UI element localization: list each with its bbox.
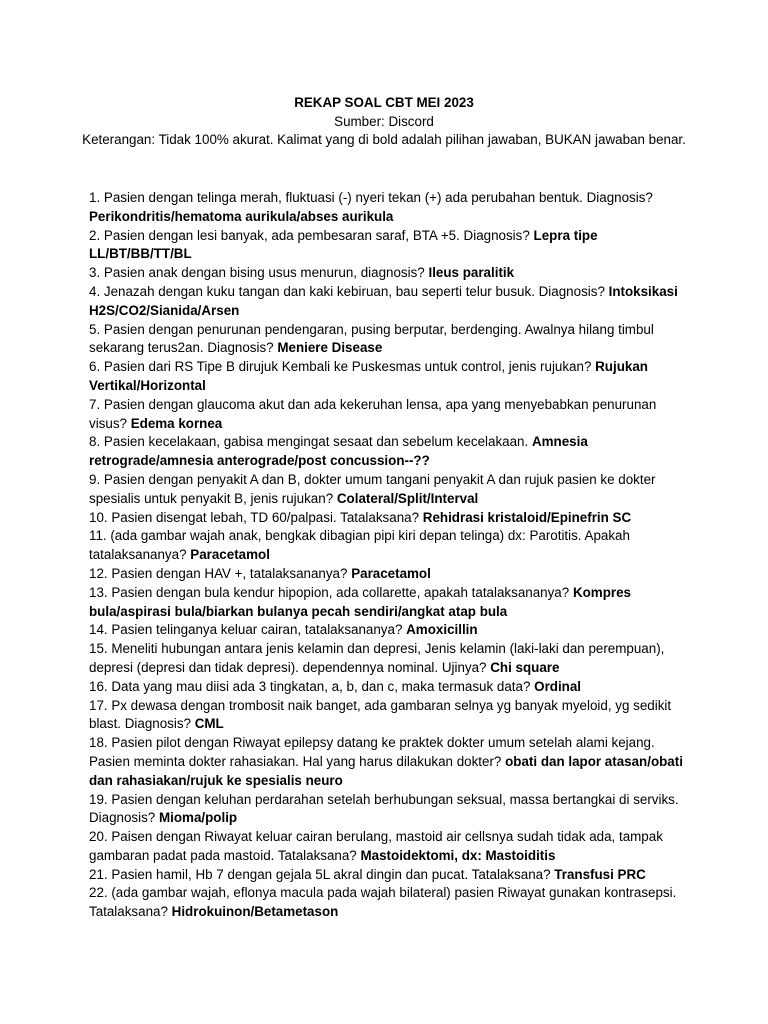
question-item (89, 565, 689, 584)
question-text: 8. Pasien kecelakaan, gabisa mengingat sesaat dan sebelum kecelakaan. (89, 434, 529, 450)
answer-options: obati dan lapor atasan/obati dan rahasiakan/rujuk ke spesialis neuro (89, 753, 683, 788)
answer-options: Chi square (490, 659, 560, 675)
question-text: 19. Pasien dengan keluhan perdarahan setelah berhubungan seksual, massa bertangkai di serviks. Diagnosis? (89, 791, 679, 826)
answer-options: Amnesia retrograde/amnesia anterograde/post concussion--?? (89, 434, 588, 469)
answer-options: Ileus paralitik (428, 265, 515, 281)
answer-options: Mioma/polip (158, 810, 238, 826)
question-text: 4. Jenazah dengan kuku tangan dan kaki kebiruan, bau seperti telur busuk. Diagnosis? (89, 283, 605, 299)
answer-options: Lepra tipe LL/BT/BB/TT/BL (89, 227, 598, 262)
answer-options: Paracetamol (190, 547, 270, 563)
answer-options: Paracetamol (351, 565, 431, 581)
question-item (89, 189, 689, 227)
answer-options: Transfusi PRC (554, 866, 646, 882)
answer-options: Edema kornea (130, 415, 223, 431)
answer-options: Ordinal (534, 678, 582, 694)
question-text: 3. Pasien anak dengan bising usus menurun, diagnosis? (89, 265, 425, 281)
question-text: 6. Pasien dari RS Tipe B dirujuk Kembali ke Puskesmas untuk control, jenis rujukan? (89, 359, 592, 375)
question-item (89, 433, 689, 471)
question-item (89, 697, 689, 735)
question-item (89, 640, 689, 678)
document-source: Sumber: Discord (334, 113, 434, 129)
document-header (80, 94, 688, 150)
answer-options: Colateral/Split/Interval (336, 490, 479, 506)
question-item (89, 509, 689, 528)
question-text: 16. Data yang mau diisi ada 3 tingkatan, a, b, dan c, maka termasuk data? (89, 678, 531, 694)
question-item (89, 283, 689, 321)
answer-options: Intoksikasi H2S/CO2/Sianida/Arsen (89, 283, 678, 318)
question-item (89, 471, 689, 509)
question-item (89, 791, 689, 829)
question-text: 2. Pasien dengan lesi banyak, ada pembesaran saraf, BTA +5. Diagnosis? (89, 227, 530, 243)
answer-options: Amoxicillin (406, 622, 478, 638)
document-note: Keterangan: Tidak 100% akurat. Kalimat yang di bold adalah pilihan jawaban, BUKAN jawaban benar. (82, 132, 686, 148)
question-text: 17. Px dewasa dengan trombosit naik banget, ada gambaran selnya yg banyak myeloid, yg sedikit blast. Diagnosis? (89, 697, 672, 732)
answer-options: Meniere Disease (277, 340, 383, 356)
question-text: 21. Pasien hamil, Hb 7 dengan gejala 5L akral dingin dan pucat. Tatalaksana? (89, 866, 551, 882)
question-item (89, 227, 689, 265)
question-text: 14. Pasien telinganya keluar cairan, tatalaksananya? (89, 622, 403, 638)
question-text: 7. Pasien dengan glaucoma akut dan ada kekeruhan lensa, apa yang menyebabkan penurunan visus? (89, 396, 657, 431)
question-text: 22. (ada gambar wajah, eflonya macula pada wajah bilateral) pasien Riwayat gunakan kontrasepsi. Tatalaksana? (89, 885, 677, 920)
answer-options: Perikondritis/hematoma aurikula/abses aurikula (89, 208, 394, 224)
question-item (89, 734, 689, 790)
question-item (89, 527, 689, 565)
question-item (89, 621, 689, 640)
question-item (89, 321, 689, 359)
question-item (89, 678, 689, 697)
answer-options: Hidrokuinon/Betametason (171, 904, 339, 920)
answer-options: Rujukan Vertikal/Horizontal (89, 359, 648, 393)
question-item (89, 828, 689, 866)
question-text: 9. Pasien dengan penyakit A dan B, dokter umum tangani penyakit A dan rujuk pasien ke dokter spesialis untuk penyakit B, jenis rujukan? (89, 471, 656, 506)
question-item (89, 396, 689, 434)
question-item (89, 358, 689, 396)
question-item (89, 584, 689, 622)
answer-options: Rehidrasi kristaloid/Epinefrin SC (422, 509, 632, 525)
question-item (89, 884, 689, 922)
question-list (89, 189, 689, 922)
question-text: 20. Paisen dengan Riwayat keluar cairan berulang, mastoid air cellsnya sudah tidak ada, tampak gambaran padat pada mastoid. Tatalaksana? (89, 829, 663, 863)
document-title: REKAP SOAL CBT MEI 2023 (294, 95, 474, 110)
question-text: 1. Pasien dengan telinga merah, fluktuasi (-) nyeri tekan (+) ada perubahan bentuk. Diagnosis? (89, 190, 653, 205)
answer-options: CML (194, 716, 224, 732)
answer-options: Kompres bula/aspirasi bula/biarkan bulanya pecah sendiri/angkat atap bula (89, 584, 631, 619)
question-text: 11. (ada gambar wajah anak, bengkak dibagian pipi kiri depan telinga) dx: Parotitis. Apakah tatalaksananya? (89, 528, 630, 563)
question-text: 18. Pasien pilot dengan Riwayat epilepsy datang ke praktek dokter umum setelah alami kejang. Pasien meminta dokter rahasiakan. Hal yang harus dilakukan dokter? (89, 735, 655, 769)
question-item (89, 264, 689, 283)
question-text: 5. Pasien dengan penurunan pendengaran, pusing berputar, berdenging. Awalnya hilang timbul sekarang terus2an. Diagnosis? (89, 321, 654, 356)
question-text: 15. Meneliti hubungan antara jenis kelamin dan depresi, Jenis kelamin (laki-laki dan perempuan), depresi (depresi dan tidak depresi). dependennya nominal. Ujinya? (89, 641, 665, 675)
question-text: 12. Pasien dengan HAV +, tatalaksananya? (89, 565, 348, 581)
question-text: 10. Pasien disengat lebah, TD 60/palpasi. Tatalaksana? (89, 509, 420, 525)
question-item (89, 866, 689, 885)
answer-options: Mastoidektomi, dx: Mastoiditis (360, 847, 556, 863)
question-text: 13. Pasien dengan bula kendur hipopion, ada collarette, apakah tatalaksananya? (89, 584, 570, 600)
